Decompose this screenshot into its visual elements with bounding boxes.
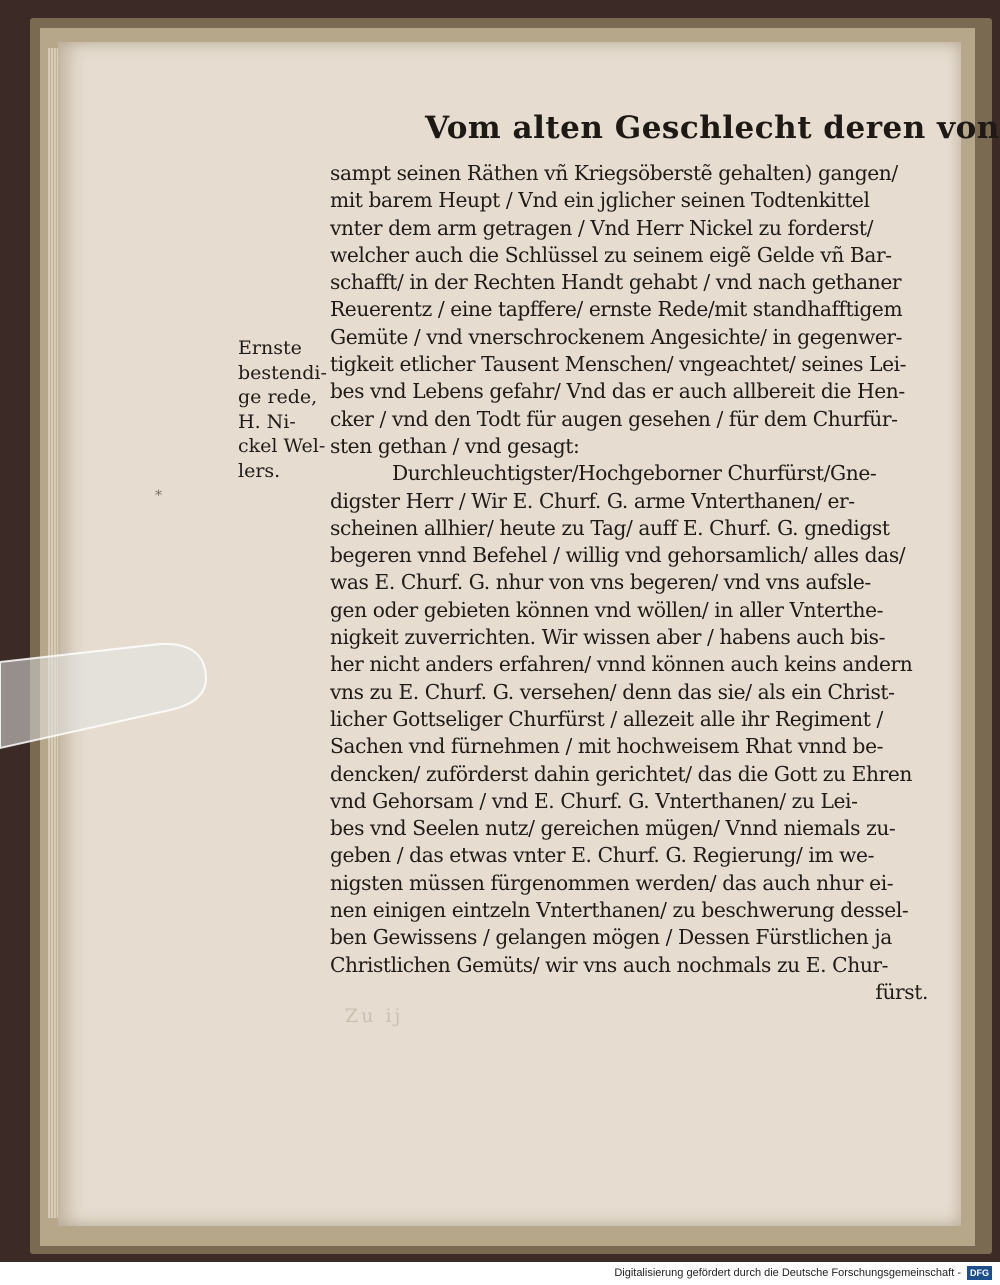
text-line: sampt seinen Räthen vñ Kriegsöberstẽ gehalten) gangen/ xyxy=(330,161,898,185)
margin-note-line: ckel Wel- xyxy=(238,435,326,457)
text-line: scheinen allhier/ heute zu Tag/ auff E. Churf. G. gnedigst xyxy=(330,515,890,540)
catchword: fürst. xyxy=(875,979,928,1004)
text-line: her nicht anders erfahren/ vnnd können auch keins andern xyxy=(330,652,913,677)
text-line: vnd Gehorsam / vnd E. Churf. G. Vnterthanen/ zu Lei- xyxy=(330,788,858,813)
text-line: bes vnd Lebens gefahr/ Vnd das er auch allbereit die Hen- xyxy=(330,379,905,404)
text-line: digster Herr / Wir E. Churf. G. arme Vnterthanen/ er- xyxy=(330,488,855,513)
text-line: Reuerentz / eine tapffere/ ernste Rede/mit standhafftigem xyxy=(330,297,903,322)
text-line: Christlichen Gemüts/ wir vns auch nochmals zu E. Chur- xyxy=(330,952,889,977)
margin-note-line: Ernste xyxy=(238,337,302,359)
text-line: dencken/ zuförderst dahin gerichtet/ das die Gott zu Ehren xyxy=(330,761,913,786)
margin-note-line: H. Ni- xyxy=(238,410,296,433)
text-line: sten gethan / vnd gesagt: xyxy=(330,433,580,458)
text-line: licher Gottseliger Churfürst / allezeit alle ihr Regiment / xyxy=(330,706,883,731)
page-holder-clip xyxy=(0,640,210,750)
text-line: vnter dem arm getragen / Vnd Herr Nickel zu forderst/ xyxy=(330,215,873,240)
text-line: begeren vnnd Befehel / willig vnd gehorsamlich/ alles das/ xyxy=(330,543,906,568)
text-line: Sachen vnd fürnehmen / mit hochweisem Rhat vnnd be- xyxy=(330,734,884,759)
text-line: welcher auch die Schlüssel zu seinem eigẽ Gelde vñ Bar- xyxy=(330,242,892,267)
text-line: nigsten müssen fürgenommen werden/ das auch nhur ei- xyxy=(330,870,894,895)
footer-credit: Digitalisierung gefördert durch die Deutsche Forschungsgemeinschaft - xyxy=(614,1267,961,1279)
text-line: schafft/ in der Rechten Handt gehabt / vnd nach gethaner xyxy=(330,270,902,295)
text-line: bes vnd Seelen nutz/ gereichen mügen/ Vnnd niemals zu- xyxy=(330,816,896,841)
body-text xyxy=(330,160,930,1006)
margin-note xyxy=(238,336,326,483)
text-line: nen einigen eintzeln Vnterthanen/ zu beschwerung dessel- xyxy=(330,898,909,923)
footer-bar xyxy=(0,1262,1000,1285)
text-line: geben / das etwas vnter E. Churf. G. Regierung/ im we- xyxy=(330,843,875,868)
text-line: tigkeit etlicher Tausent Menschen/ vngeachtet/ seines Lei- xyxy=(330,352,907,377)
text-line: Durchleuchtigster/Hochgeborner Churfürst/Gne- xyxy=(392,461,877,486)
text-line: was E. Churf. G. nhur von vns begeren/ vnd vns aufsle- xyxy=(330,570,871,595)
text-line: cker / vnd den Todt für augen gesehen / für dem Churfür- xyxy=(330,406,898,431)
text-line: gen oder gebieten können vnd wöllen/ in aller Vnterthe- xyxy=(330,597,884,622)
text-line: mit barem Heupt / Vnd ein jglicher seinen Todtenkittel xyxy=(330,188,870,213)
text-line: vns zu E. Churf. G. versehen/ denn das sie/ als ein Christ- xyxy=(330,679,895,704)
margin-note-line: ge rede, xyxy=(238,386,318,408)
text-line: Gemüte / vnd vnerschrockenem Angesichte/ in gegenwer- xyxy=(330,324,903,349)
margin-note-line: bestendi- xyxy=(238,361,327,384)
text-line: nigkeit zuverrichten. Wir wissen aber / habens auch bis- xyxy=(330,625,886,650)
asterisk-mark: * xyxy=(155,488,162,504)
text-line: ben Gewissens / gelangen mögen / Dessen Fürstlichen ja xyxy=(330,925,892,950)
page-running-header: Vom alten Geschlecht deren von xyxy=(425,110,1000,146)
dfg-logo-icon: DFG xyxy=(967,1266,992,1280)
margin-note-line: lers. xyxy=(238,459,281,482)
bleed-through-signature: Zu ij xyxy=(345,1005,404,1027)
